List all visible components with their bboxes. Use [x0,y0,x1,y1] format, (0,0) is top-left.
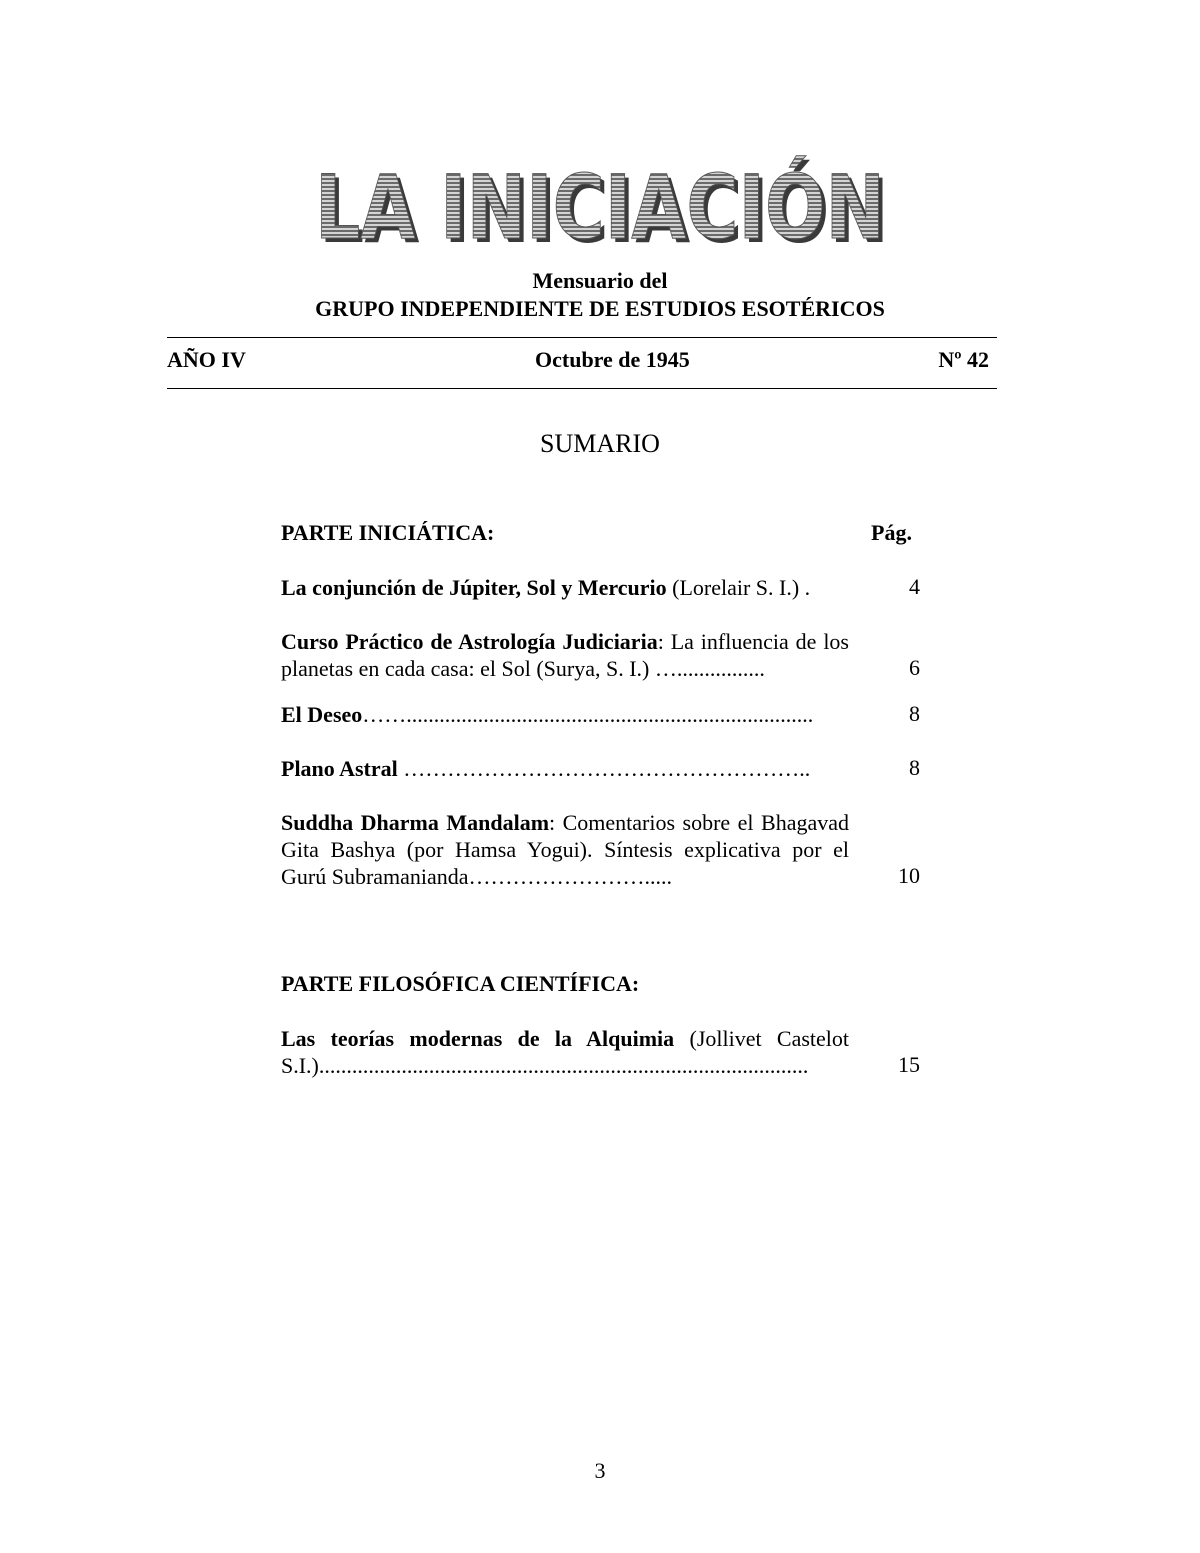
header-line-2: GRUPO INDEPENDIENTE DE ESTUDIOS ESOTÉRICOS [315,296,885,321]
issue-date: Octubre de 1945 [535,347,690,372]
masthead-title-graphic [300,150,900,250]
toc-entry-detail: : La influencia de los planetas en cada casa: el Sol (Surya, S. I.) …................ [281,629,849,681]
toc-entry [281,628,849,682]
toc-entry [281,755,849,782]
toc-entry-page: 4 [909,574,920,599]
toc-entry-page: 8 [909,701,920,726]
page-column-header: Pág. [871,520,912,545]
bottom-rule [167,388,997,389]
masthead-title-shadow: LA INICIACIÓN [319,160,889,250]
toc-entry-title: Suddha Dharma Mandalam [281,810,550,835]
toc-entry-detail: …….......................................................................... [362,702,814,727]
section-title-filosofica: PARTE FILOSÓFICA CIENTÍFICA: [281,971,640,996]
section-title-iniciatica: PARTE INICIÁTICA: [281,520,495,545]
toc-entry-title: Las teorías modernas de la Alquimia [281,1026,675,1051]
toc-entry-page: 8 [909,755,920,780]
toc-entry-detail: (Jollivet Castelot S.I.)......................................................................................... [281,1026,850,1078]
masthead-logo [0,150,1200,250]
issue-year: AÑO IV [167,347,246,372]
toc-entry-title: Curso Práctico de Astrología Judiciaria [281,629,658,654]
toc-entry-page: 6 [909,655,920,680]
toc-entry-title: Plano Astral [281,756,398,781]
toc-entry-page: 10 [898,863,920,888]
toc-entry-detail: (Lorelair S. I.) . [666,575,811,600]
sumario-heading: SUMARIO [540,429,660,458]
toc-entry [281,1025,849,1079]
issue-number: Nº 42 [938,347,989,372]
toc-entry [281,809,849,890]
top-rule [167,337,997,338]
toc-entry-detail: ……………………………………………….. [397,756,811,781]
masthead-title-text: LA INICIACIÓN [315,156,885,250]
toc-entry [281,701,849,728]
toc-entry-page: 15 [898,1052,920,1077]
page-number: 3 [594,1458,606,1483]
toc-entry [281,574,849,601]
toc-entry-detail: : Comentarios sobre el Bhagavad Gita Bashya (por Hamsa Yogui). Síntesis explicativa por el Gurú Subramanianda……………………..... [281,810,849,889]
toc-entry-title: El Deseo [281,702,363,727]
toc-entry-title: La conjunción de Júpiter, Sol y Mercurio [281,575,667,600]
header-line-1: Mensuario del [532,268,668,293]
